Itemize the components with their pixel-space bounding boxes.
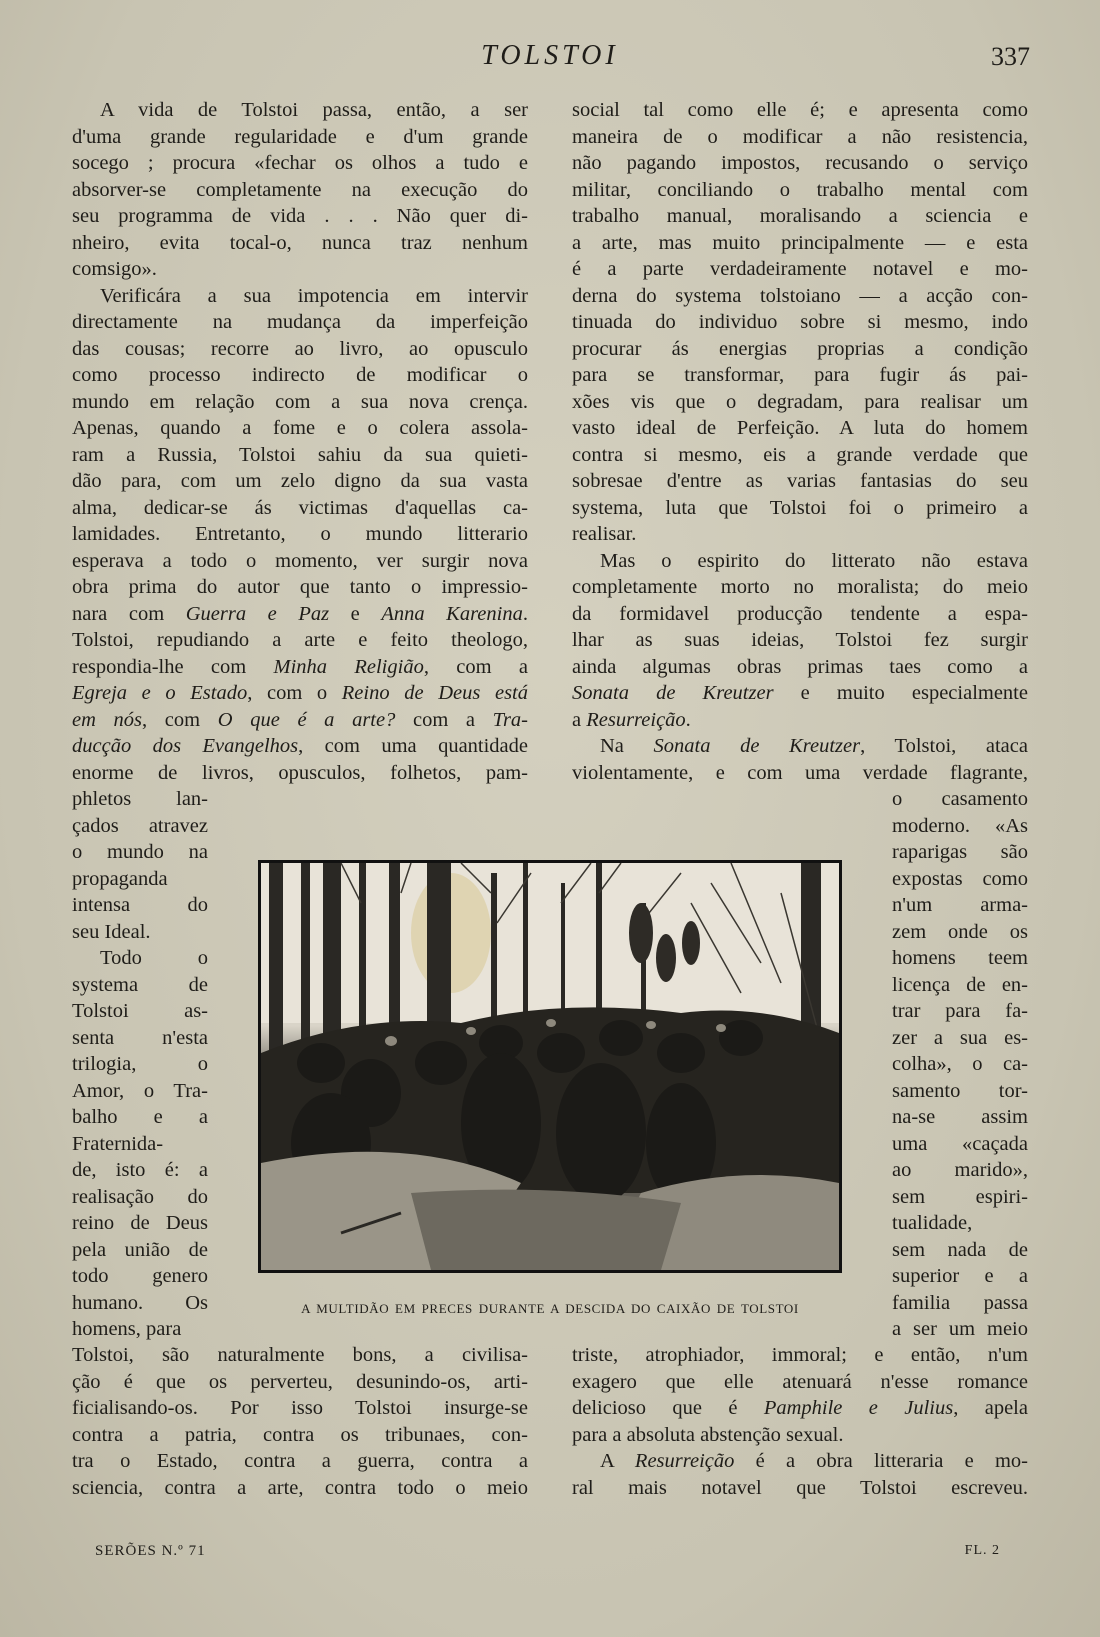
text-line: para se transformar, para fugir ás pai- bbox=[572, 364, 1028, 386]
text-line: xões vis que o degradam, para realisar um bbox=[572, 390, 1028, 413]
text-line: dão para, com um zelo digno da sua vasta bbox=[72, 470, 528, 492]
text-line: sem nada de bbox=[892, 1238, 1028, 1261]
text-line: directamente na mudança da imperfeição bbox=[72, 311, 528, 333]
right-column-continued bbox=[572, 1342, 1028, 1501]
text-line: çados atravez bbox=[72, 814, 208, 837]
text-line: balho e a bbox=[72, 1106, 208, 1128]
text-line: militar, conciliando o trabalho mental com bbox=[572, 178, 1028, 201]
text-line: vasto ideal de Perfeição. A luta do homem bbox=[572, 417, 1028, 439]
text-line: socego ; procura «fechar os olhos a tudo e bbox=[72, 152, 528, 174]
text-line: é a parte verdadeiramente notavel e mo- bbox=[572, 258, 1028, 280]
text-line: sciencia, contra a arte, contra todo o meio bbox=[72, 1476, 528, 1499]
text-line: tualidade, bbox=[892, 1212, 973, 1234]
text-line: a Resurreição. bbox=[572, 708, 691, 731]
text-line: Fraternida- bbox=[72, 1132, 164, 1155]
text-line: Sonata de Kreutzer e muito especialmente bbox=[572, 682, 1028, 704]
text-line: zem onde os bbox=[892, 920, 1028, 943]
text-line: esperava a todo o momento, ver surgir nova bbox=[72, 549, 528, 572]
text-line: contra si mesmo, eis a grande verdade que bbox=[572, 443, 1028, 466]
text-line: de, isto é: a bbox=[72, 1159, 208, 1181]
text-line: Mas o espirito do litterato não estava bbox=[600, 549, 1028, 572]
text-line: n'um arma- bbox=[892, 894, 1028, 916]
text-line: trabalho manual, moralisando a sciencia e bbox=[572, 205, 1028, 227]
text-line: systema de bbox=[72, 973, 208, 996]
text-line: Egreja e o Estado, com o Reino de Deus está bbox=[72, 682, 528, 704]
footer-sheet: FL. 2 bbox=[964, 1543, 1000, 1558]
text-line: respondia-lhe com Minha Religião, com a bbox=[72, 655, 528, 678]
footer-issue: SERÕES N.º 71 bbox=[95, 1543, 206, 1559]
text-line: sem espiri- bbox=[892, 1185, 1028, 1208]
text-line: comsigo». bbox=[72, 258, 157, 280]
text-line: senta n'esta bbox=[72, 1026, 208, 1049]
text-line: Todo o bbox=[100, 947, 208, 969]
right-column bbox=[572, 97, 1028, 786]
text-line: das cousas; recorre ao livro, ao opusculo bbox=[72, 337, 528, 360]
text-line: nheiro, evita tocal-o, nunca traz nenhum bbox=[72, 231, 528, 254]
text-line: completamente morto no moralista; do meio bbox=[572, 576, 1028, 598]
text-line: Tolstoi as- bbox=[72, 1000, 208, 1022]
text-line: ral mais notavel que Tolstoi escreveu. bbox=[572, 1476, 1028, 1499]
text-line: da formidavel producção tendente a espa- bbox=[572, 602, 1028, 625]
text-line: superior e a bbox=[892, 1265, 1028, 1287]
text-line: contra a patria, contra os tribunaes, con- bbox=[72, 1423, 528, 1446]
text-line: Tolstoi, repudiando a arte e feito theologo, bbox=[72, 629, 528, 651]
text-line: Apenas, quando a fome e o colera assola- bbox=[72, 417, 528, 439]
text-line: obra prima do autor que tanto o impressio- bbox=[72, 576, 528, 598]
text-line: ção é que os perverteu, desunindo-os, arti- bbox=[72, 1370, 528, 1393]
text-line: trilogia, o bbox=[72, 1053, 208, 1075]
right-wrap-column bbox=[892, 786, 1028, 1343]
text-line: ainda algumas obras primas taes como a bbox=[572, 655, 1028, 678]
text-line: seu Ideal. bbox=[72, 920, 151, 943]
text-line: colha», o ca- bbox=[892, 1053, 1028, 1075]
text-line: systema, luta que Tolstoi foi o primeiro a bbox=[572, 496, 1028, 519]
text-line: para a absoluta abstenção sexual. bbox=[572, 1423, 844, 1446]
text-line: reino de Deus bbox=[72, 1212, 208, 1234]
page-number: 337 bbox=[991, 42, 1030, 71]
text-line: maneira de o modificar a não resistencia, bbox=[572, 125, 1028, 148]
text-line: sobresae d'entre as varias fantasias do seu bbox=[572, 470, 1028, 492]
text-line: violentamente, e com uma verdade flagrante, bbox=[572, 761, 1028, 784]
text-line: ao marido», bbox=[892, 1159, 1028, 1181]
photo-illustration bbox=[261, 863, 839, 1270]
text-line: Na Sonata de Kreutzer, Tolstoi, ataca bbox=[600, 735, 1028, 757]
text-line: seu programma de vida . . . Não quer di- bbox=[72, 205, 528, 227]
text-line: expostas como bbox=[892, 867, 1028, 890]
text-line: trar para fa- bbox=[892, 1000, 1028, 1022]
text-line: zer a sua es- bbox=[892, 1026, 1028, 1049]
text-line: absorver-se completamente na execução do bbox=[72, 178, 528, 201]
text-line: tinuada do individuo sobre si mesmo, indo bbox=[572, 311, 1028, 333]
text-line: mundo em relação com a sua nova crença. bbox=[72, 390, 528, 413]
text-line: nara com Guerra e Paz e Anna Karenina. bbox=[72, 602, 528, 625]
text-line: A Resurreição é a obra litteraria e mo- bbox=[600, 1450, 1028, 1472]
text-line: propaganda bbox=[72, 867, 168, 890]
text-line: delicioso que é Pamphile e Julius, apela bbox=[572, 1397, 1028, 1419]
text-line: raparigas são bbox=[892, 841, 1028, 863]
text-line: Tolstoi, são naturalmente bons, a civilisa- bbox=[72, 1344, 528, 1366]
text-line: o mundo na bbox=[72, 841, 208, 863]
text-line: lamidades. Entretanto, o mundo litterario bbox=[72, 523, 528, 545]
text-line: enorme de livros, opusculos, folhetos, pam- bbox=[72, 761, 528, 784]
text-line: homens teem bbox=[892, 947, 1028, 969]
text-line: licença de en- bbox=[892, 973, 1028, 996]
funeral-crowd-photo bbox=[258, 860, 842, 1273]
text-line: intensa do bbox=[72, 894, 208, 916]
text-line: na-se assim bbox=[892, 1106, 1028, 1128]
text-line: Verificára a sua impotencia em intervir bbox=[100, 284, 528, 307]
text-line: homens, para bbox=[72, 1318, 182, 1340]
text-line: samento tor- bbox=[892, 1079, 1028, 1102]
text-line: a ser um meio bbox=[892, 1318, 1028, 1340]
text-line: lhar as suas ideias, Tolstoi fez surgir bbox=[572, 629, 1028, 651]
text-line: tra o Estado, contra a guerra, contra a bbox=[72, 1450, 528, 1472]
text-line: realisar. bbox=[572, 523, 637, 545]
text-line: alma, dedicar-se ás victimas d'aquellas ca- bbox=[72, 496, 528, 519]
text-line: uma «caçada bbox=[892, 1132, 1028, 1155]
text-line: procurar ás energias proprias a condição bbox=[572, 337, 1028, 360]
left-column bbox=[72, 97, 528, 786]
left-wrap-column bbox=[72, 786, 208, 1343]
text-line: pela união de bbox=[72, 1238, 208, 1261]
text-line: triste, atrophiador, immoral; e então, n'um bbox=[572, 1344, 1028, 1366]
text-line: familia passa bbox=[892, 1291, 1028, 1314]
text-line: não pagando impostos, recusando o serviço bbox=[572, 152, 1028, 174]
text-line: A vida de Tolstoi passa, então, a ser bbox=[100, 99, 528, 121]
left-column-continued bbox=[72, 1342, 528, 1501]
text-line: realisação do bbox=[72, 1185, 208, 1208]
text-line: ducção dos Evangelhos, com uma quantidade bbox=[72, 735, 528, 757]
text-line: exagero que elle atenuará n'esse romance bbox=[572, 1370, 1028, 1393]
photo-caption: A MULTIDÃO EM PRECES DURANTE A DESCIDA DO CAIXÃO DE TOLSTOI bbox=[301, 1301, 799, 1316]
running-title: TOLSTOI bbox=[481, 40, 619, 71]
text-line: humano. Os bbox=[72, 1291, 208, 1314]
text-line: Amor, o Tra- bbox=[72, 1079, 208, 1102]
text-line: o casamento bbox=[892, 788, 1028, 810]
text-line: d'uma grande regularidade e d'um grande bbox=[72, 125, 528, 148]
text-line: ram a Russia, Tolstoi sahiu da sua quieti- bbox=[72, 443, 528, 466]
text-line: a arte, mas muito principalmente — e esta bbox=[572, 231, 1028, 254]
text-line: ficialisando-os. Por isso Tolstoi insurge-se bbox=[72, 1397, 528, 1419]
text-line: moderno. «As bbox=[892, 814, 1028, 837]
text-line: em nós, com O que é a arte? com a Tra- bbox=[72, 708, 528, 731]
text-line: como processo indirecto de modificar o bbox=[72, 364, 528, 386]
text-line: todo genero bbox=[72, 1265, 208, 1287]
text-line: social tal como elle é; e apresenta como bbox=[572, 99, 1028, 121]
text-line: derna do systema tolstoiano — a acção con- bbox=[572, 284, 1028, 307]
text-line: phletos lan- bbox=[72, 788, 208, 810]
